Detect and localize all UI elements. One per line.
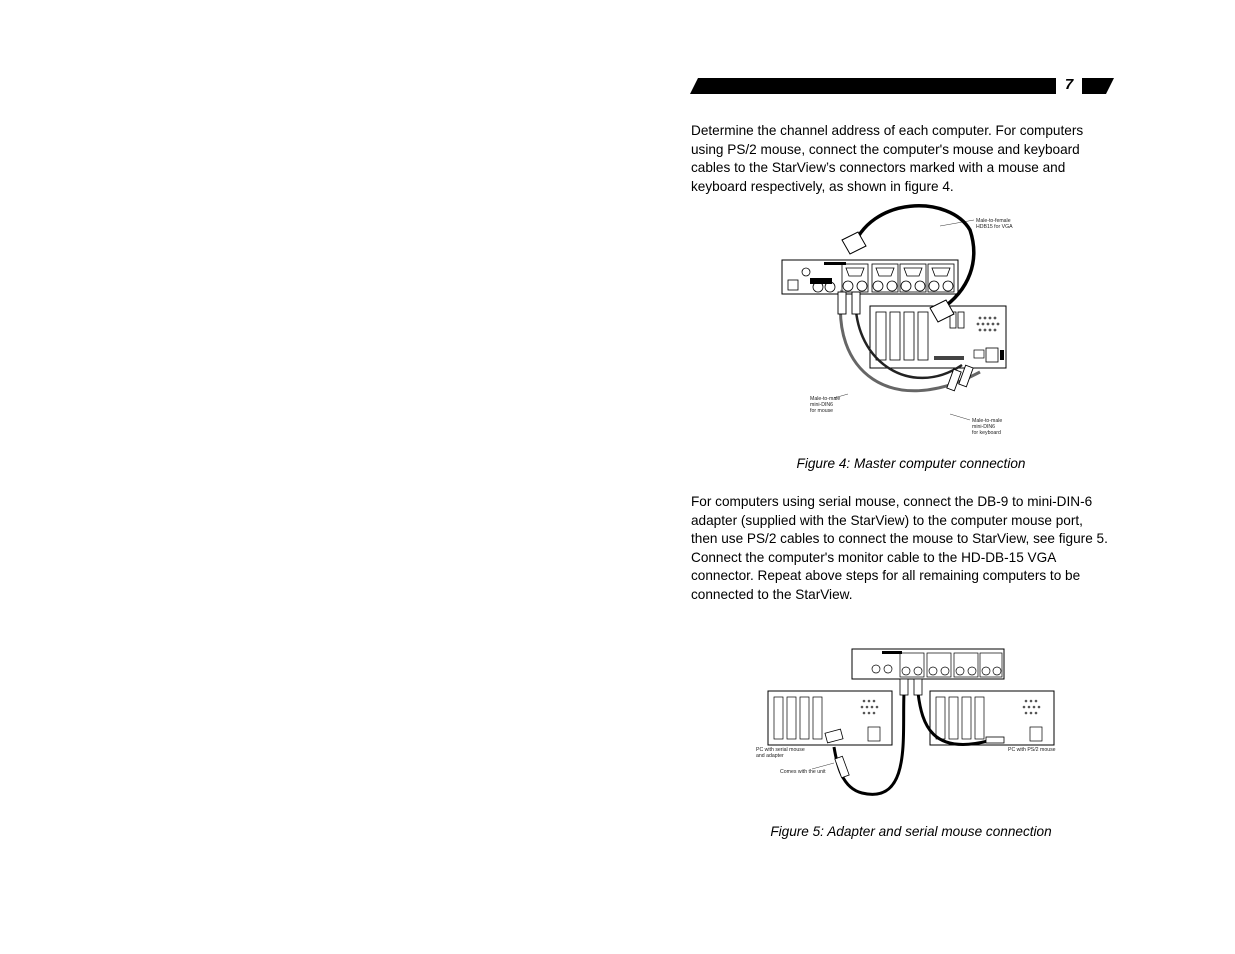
figure-4-illustration [780,200,1040,440]
keyboard-cable-label-line-1: Male-to-male [972,418,1003,424]
vga-cable-label-line-2: HDB15 for VGA [976,224,1013,230]
figure-5-caption: Figure 5: Adapter and serial mouse connection [770,824,1052,839]
mouse-cable-label-line-3: for mouse [810,408,834,414]
figure-4-caption: Figure 4: Master computer connection [796,456,1026,471]
vga-cable-label-line-1: Male-to-female [976,218,1011,224]
header-bar [690,78,1114,94]
adapter-note-label: Comes with the unit [780,769,826,775]
kvm-switch [852,649,1004,679]
body-paragraph-1: Determine the channel address of each computer. For computers using PS/2 mouse, connect the computer's mouse and keyboard cables to the StarView’s connectors marked with a mouse and keyboard respectively, as shown in figure 4. [691,123,1084,194]
mouse-cable-label-line-1: Male-to-male [810,396,841,402]
keyboard-cable-label-line-3: for keyboard [972,430,1001,436]
page-number: 7 [1064,76,1074,93]
body-paragraph-2: For computers using serial mouse, connect the DB-9 to mini-DIN-6 adapter (supplied with the StarView) to the computer mouse port, then use PS/2 cables to connect the mouse to StarView, see figure 5. Connect the computer's monitor cable to the HD-DB-15 VGA connector. Repeat above steps for all remaining computers to be connected to the StarView. [691,494,1108,602]
ps2-pc-label: PC with PS/2 mouse [1008,747,1056,753]
keyboard-cable-label-line-2: mini-DIN6 [972,424,996,430]
mouse-cable-label-line-2: mini-DIN6 [810,402,834,408]
kvm-switch [782,260,958,294]
serial-pc-label-line-2: and adapter [756,753,784,759]
figure-5-illustration [752,645,1062,800]
serial-pc-label-line-1: PC with serial mouse [756,747,805,753]
